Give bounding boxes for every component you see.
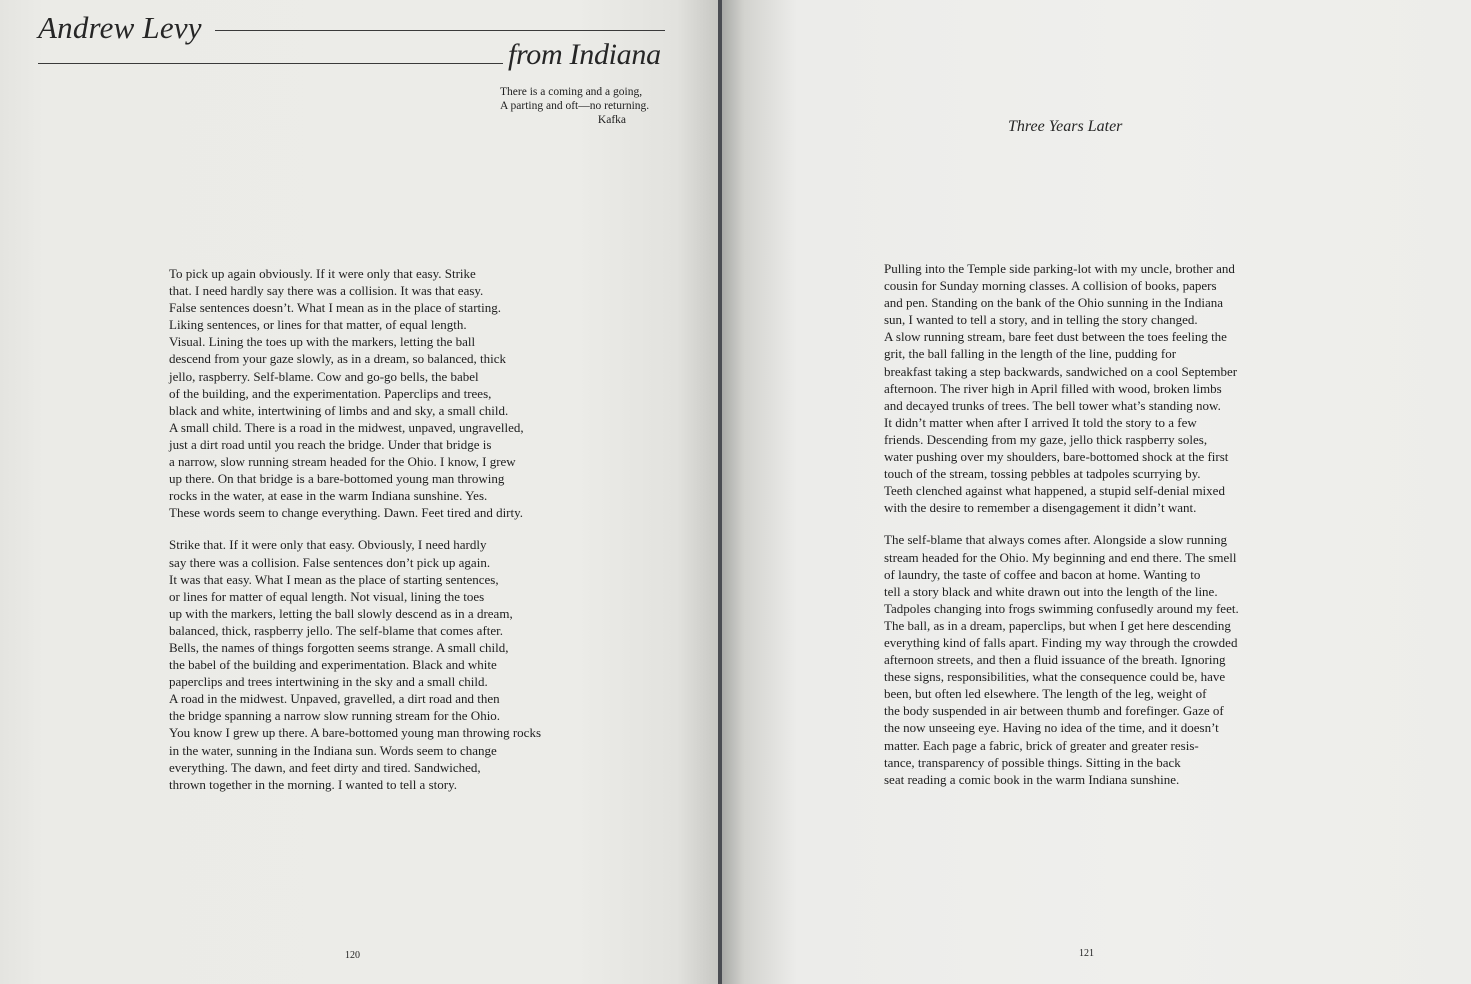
left-page (0, 0, 720, 984)
poem-line: cousin for Sunday morning classes. A collision of books, papers (884, 278, 1217, 294)
poem-line: False sentences doesn’t. What I mean as in the place of starting. (169, 300, 502, 316)
poem-line: say there was a collision. False sentences don’t pick up again. (169, 554, 491, 570)
poem-line: the babel of the building and experimentation. Black and white (169, 657, 497, 673)
poem-line: the bridge spanning a narrow slow running stream for the Ohio. (169, 708, 501, 724)
poem-line: water pushing over my shoulders, bare-bottomed shock at the first (884, 449, 1229, 465)
poem-line: It was that easy. What I mean as the place of starting sentences, (169, 571, 499, 587)
poem-line: Teeth clenched against what happened, a stupid self-denial mixed (884, 483, 1225, 499)
poem-line: of the building, and the experimentation. Paperclips and trees, (169, 385, 492, 401)
poem-line: up with the markers, letting the ball slowly descend as in a dream, (169, 605, 513, 621)
page-number-right: 121 (1079, 948, 1094, 959)
poem-line: with the desire to remember a disengagement it didn’t want. (884, 500, 1197, 516)
poem-line: Bells, the names of things forgotten seems strange. A small child, (169, 639, 509, 655)
poem-line: up there. On that bridge is a bare-bottomed young man throwing (169, 471, 505, 487)
epigraph-line: A parting and oft—no returning. (500, 100, 650, 112)
poem-line: descend from your gaze slowly, as in a dream, so balanced, thick (169, 351, 507, 367)
poem-line: afternoon streets, and then a fluid issuance of the breath. Ignoring (884, 652, 1226, 668)
poem-line: just a dirt road until you reach the bridge. Under that bridge is (169, 436, 492, 452)
poem-line: tance, transparency of possible things. Sitting in the back (884, 754, 1181, 770)
right-page (722, 0, 1471, 984)
poem-body-right (884, 260, 1239, 788)
poem-line: A road in the midwest. Unpaved, gravelled, a dirt road and then (169, 691, 500, 707)
poem-line: been, but often led elsewhere. The length of the leg, weight of (884, 686, 1207, 702)
poem-line: in the water, sunning in the Indiana sun. Words seem to change (169, 742, 497, 758)
poem-line: that. I need hardly say there was a collision. It was that easy. (169, 283, 484, 299)
poem-line: sun, I wanted to tell a story, and in telling the story changed. (884, 312, 1198, 328)
poem-line: stream headed for the Ohio. My beginning and end there. The smell (884, 549, 1237, 565)
poem-line: tell a story black and white drawn out into the length of the line. (884, 583, 1218, 599)
poem-line: afternoon. The river high in April filled with wood, broken limbs (884, 380, 1222, 396)
poem-line: These words seem to change everything. Dawn. Feet tired and dirty. (169, 505, 524, 521)
poem-line: of laundry, the taste of coffee and bacon at home. Wanting to (884, 566, 1201, 582)
poem-line: A small child. There is a road in the midwest, unpaved, ungravelled, (169, 419, 524, 435)
poem-line: paperclips and trees intertwining in the sky and a small child. (169, 674, 488, 690)
stanza-break (169, 521, 541, 536)
epigraph-line: There is a coming and a going, (500, 86, 643, 98)
poem-line: seat reading a comic book in the warm Indiana sunshine. (884, 771, 1180, 787)
poem-line: the now unseeing eye. Having no idea of the time, and it doesn’t (884, 720, 1219, 736)
poem-line: Tadpoles changing into frogs swimming confusedly around my feet. (884, 600, 1239, 616)
poem-line: friends. Descending from my gaze, jello thick raspberry soles, (884, 431, 1208, 447)
poem-line: A slow running stream, bare feet dust between the toes feeling the (884, 329, 1227, 345)
poem-line: Pulling into the Temple side parking-lot with my uncle, brother and (884, 261, 1235, 276)
author-name: Andrew Levy (38, 10, 202, 45)
poem-line: everything kind of falls apart. Finding my way through the crowded (884, 634, 1238, 650)
poem-title: Three Years Later (1008, 118, 1123, 135)
poem-line: or lines for matter of equal length. Not visual, lining the toes (169, 588, 485, 604)
header-rule-bottom (38, 63, 503, 64)
poem-line: The ball, as in a dream, paperclips, but when I get here descending (884, 617, 1231, 633)
poem-line: Visual. Lining the toes up with the markers, letting the ball (169, 334, 476, 350)
poem-line: Strike that. If it were only that easy. Obviously, I need hardly (169, 537, 487, 553)
epigraph-attribution: Kafka (597, 114, 626, 126)
poem-line: grit, the ball falling in the length of the line, pudding for (884, 346, 1177, 362)
poem-line: everything. The dawn, and feet dirty and tired. Sandwiched, (169, 759, 481, 775)
section-title: from Indiana (508, 38, 661, 71)
poem-line: a narrow, slow running stream headed for the Ohio. I know, I grew (169, 454, 516, 470)
poem-line: matter. Each page a fabric, brick of greater and greater resis- (884, 737, 1199, 753)
poem-line: jello, raspberry. Self-blame. Cow and go-go bells, the babel (169, 368, 479, 384)
poem-line: The self-blame that always comes after. Alongside a slow running (884, 532, 1227, 548)
poem-line: and pen. Standing on the bank of the Ohio sunning in the Indiana (884, 295, 1224, 311)
poem-line: thrown together in the morning. I wanted to tell a story. (169, 776, 457, 792)
header-rule-top (215, 30, 665, 31)
poem-line: To pick up again obviously. If it were only that easy. Strike (169, 266, 476, 281)
poem-line: Liking sentences, or lines for that matter, of equal length. (169, 317, 467, 333)
poem-line: and decayed trunks of trees. The bell tower what’s standing now. (884, 397, 1221, 413)
page-number-left: 120 (345, 950, 360, 961)
poem-line: black and white, intertwining of limbs and and sky, a small child. (169, 402, 509, 418)
poem-line: touch of the stream, tossing pebbles at tadpoles scurrying by. (884, 466, 1201, 482)
epigraph (500, 85, 660, 127)
poem-line: the body suspended in air between thumb and forefinger. Gaze of (884, 703, 1224, 719)
poem-line: breakfast taking a step backwards, sandwiched on a cool September (884, 363, 1238, 379)
stanza-break (884, 516, 1239, 531)
poem-line: these signs, responsibilities, what the consequence could be, have (884, 669, 1226, 685)
poem-line: balanced, thick, raspberry jello. The self-blame that comes after. (169, 622, 504, 638)
poem-line: It didn’t matter when after I arrived It told the story to a few (884, 414, 1197, 430)
poem-body-left (169, 265, 541, 793)
poem-line: You know I grew up there. A bare-bottomed young man throwing rocks (169, 725, 542, 741)
poem-line: rocks in the water, at ease in the warm Indiana sunshine. Yes. (169, 488, 488, 504)
